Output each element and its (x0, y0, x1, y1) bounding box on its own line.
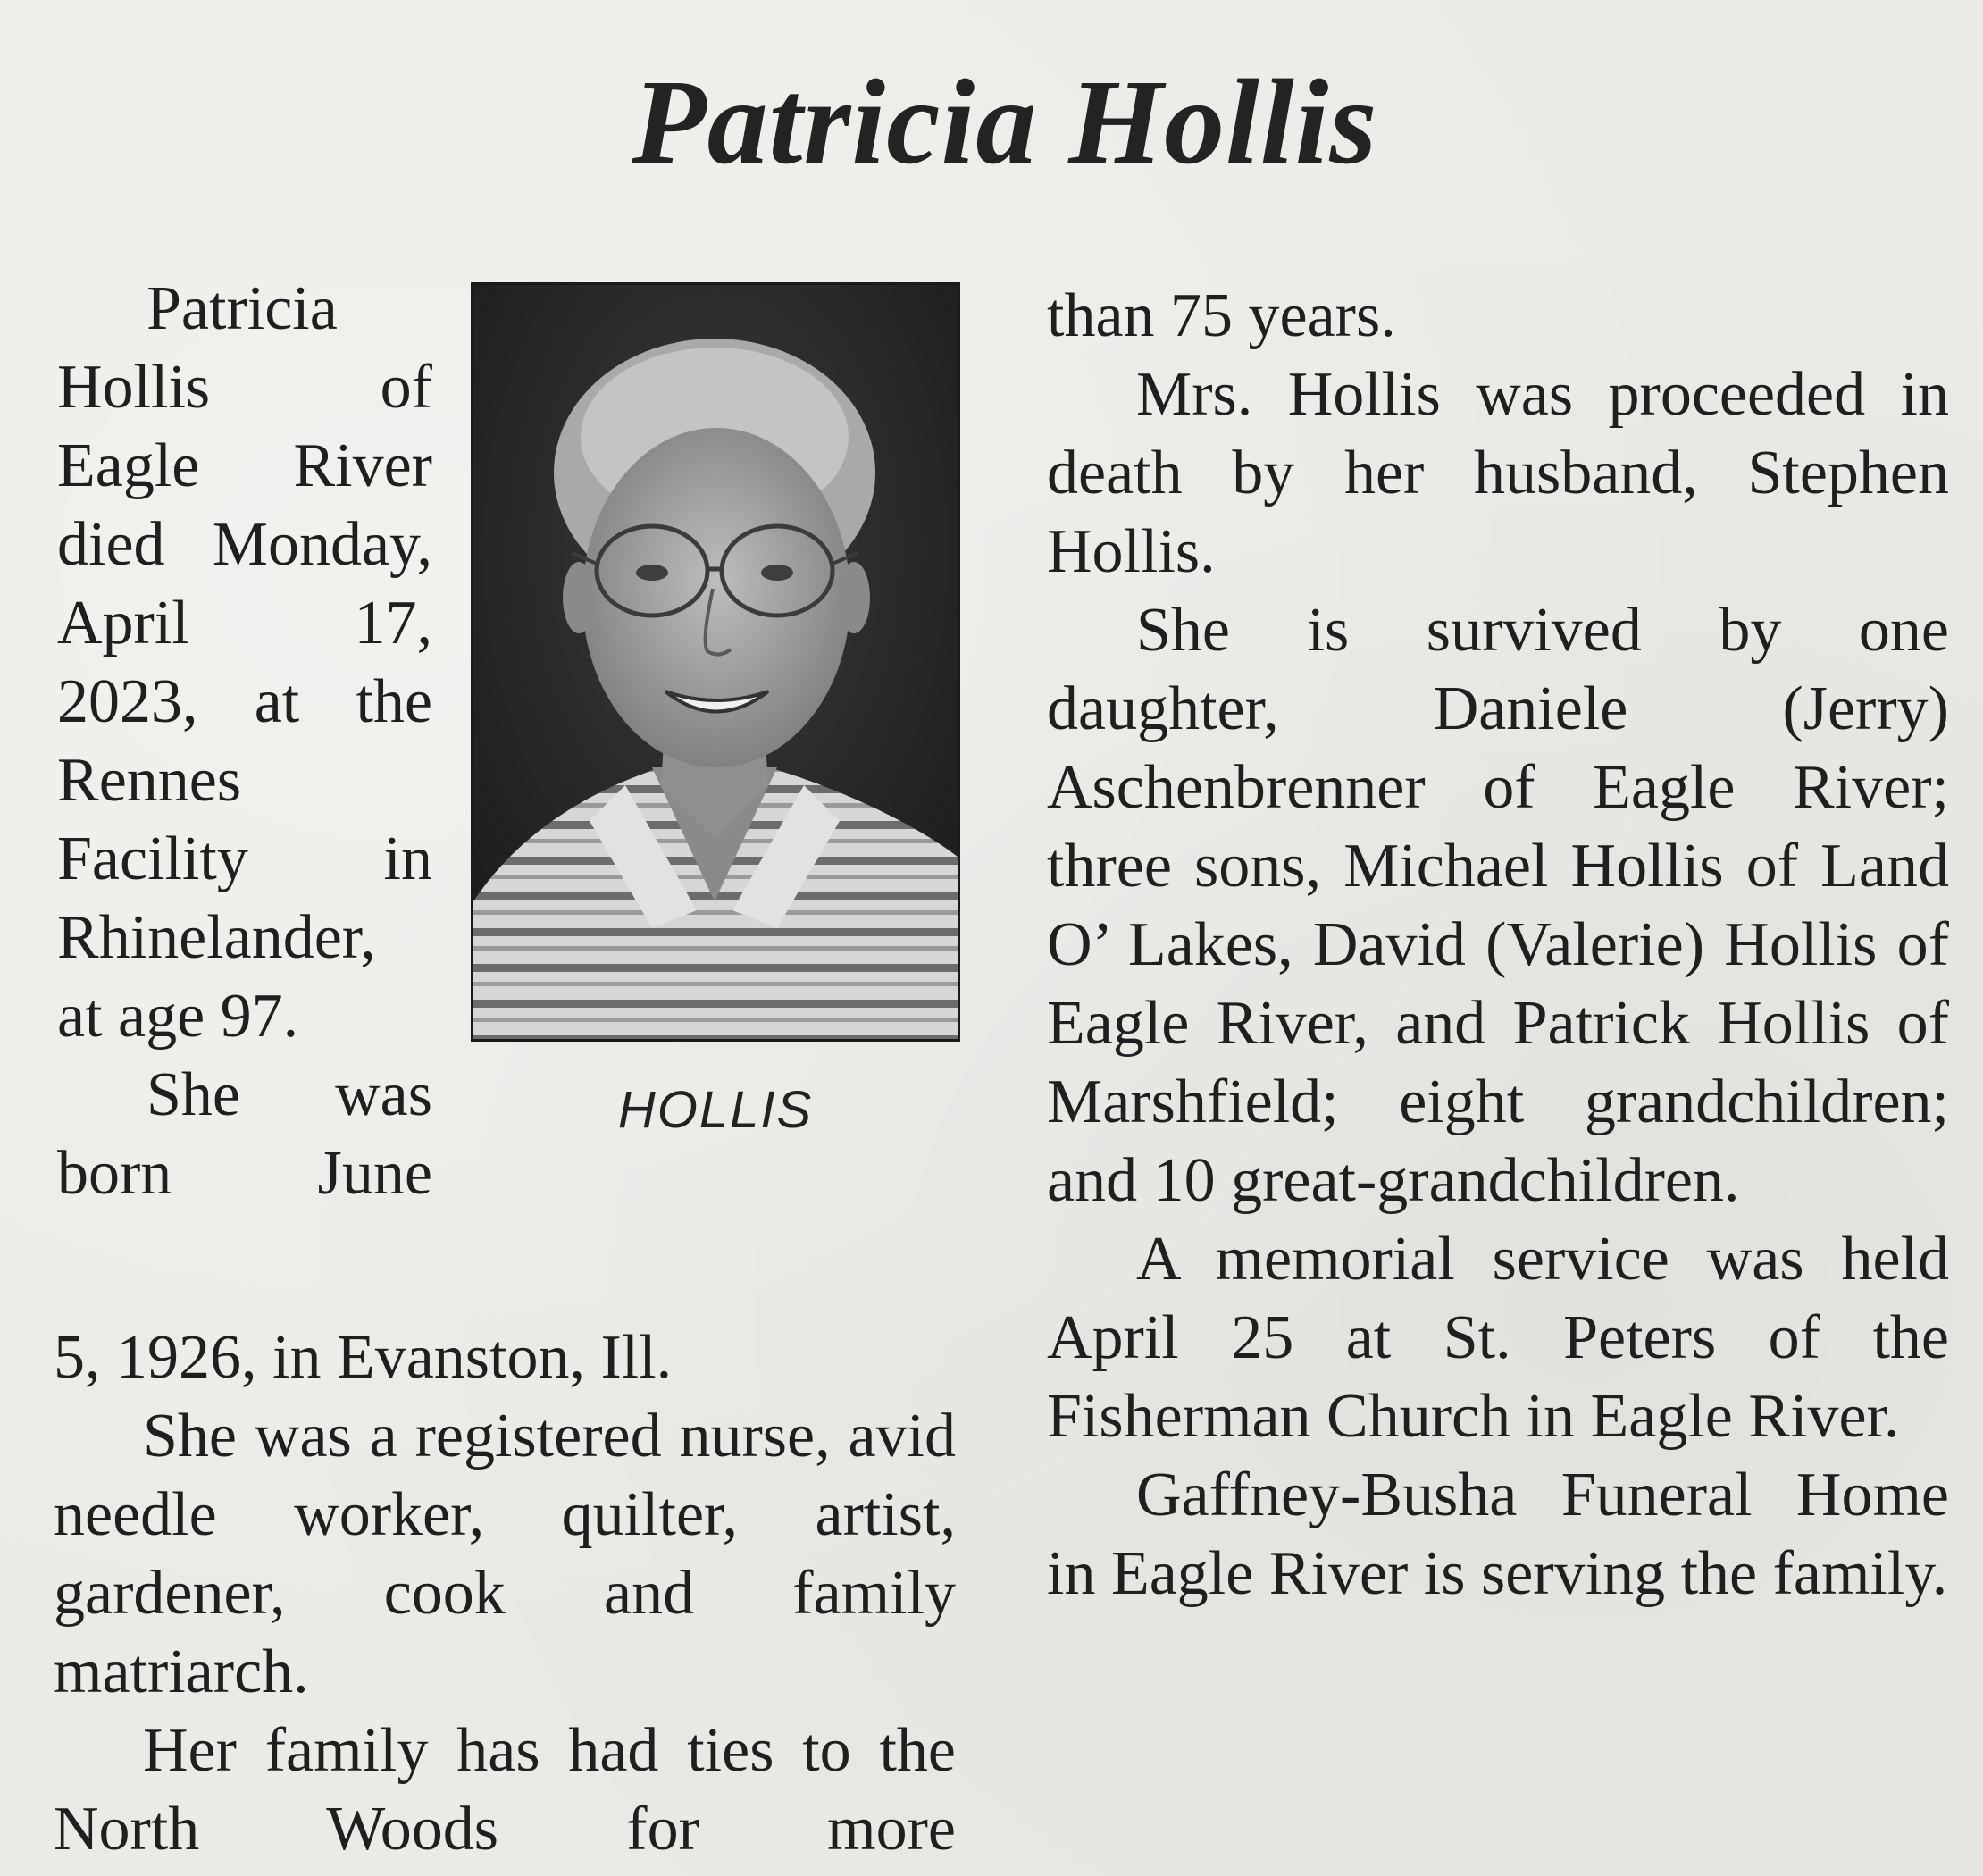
left-column-bottom (54, 1319, 956, 1869)
portrait-photo (471, 282, 960, 1042)
paragraph-death-notice: Patricia Hollis of Eagle River died Monday, April 17, 2023, at the Rennes Facility in Rhinelander, at age 97. (57, 274, 432, 1051)
obituary-title: Patricia Hollis (632, 55, 1378, 189)
right-column (1047, 277, 1949, 1613)
paragraph-birth-end: 5, 1926, in Evanston, Ill. (54, 1323, 673, 1392)
paragraph-survivors: She is survived by one daughter, Daniele (Jerry) Aschenbrenner of Eagle River; three sons, Michael Hollis of Land O’ Lakes, David (Valerie) Hollis of Eagle River, and Patrick Hollis of Marshfield; eight grandchildren; and 10 great-grandchildren. (1047, 596, 1949, 1215)
paragraph-birth-start: She was born June (57, 1060, 432, 1208)
paragraph-north-woods-end: than 75 years. (1047, 281, 1396, 350)
paragraph-funeral-home: Gaffney-Busha Funeral Home in Eagle River is serving the family. (1047, 1461, 1949, 1608)
paragraph-north-woods-start: Her family has had ties to the North Woods for more (54, 1716, 956, 1863)
left-column-top (57, 270, 432, 1213)
paragraph-preceded-in-death: Mrs. Hollis was proceeded in death by her husband, Stephen Hollis. (1047, 360, 1949, 586)
photo-caption: HOLLIS (617, 1081, 814, 1139)
paragraph-memorial-service: A memorial service was held April 25 at St. Peters of the Fisherman Church in Eagle River. (1047, 1225, 1949, 1451)
paragraph-career: She was a registered nurse, avid needle worker, quilter, artist, gardener, cook and family matriarch. (54, 1402, 956, 1706)
